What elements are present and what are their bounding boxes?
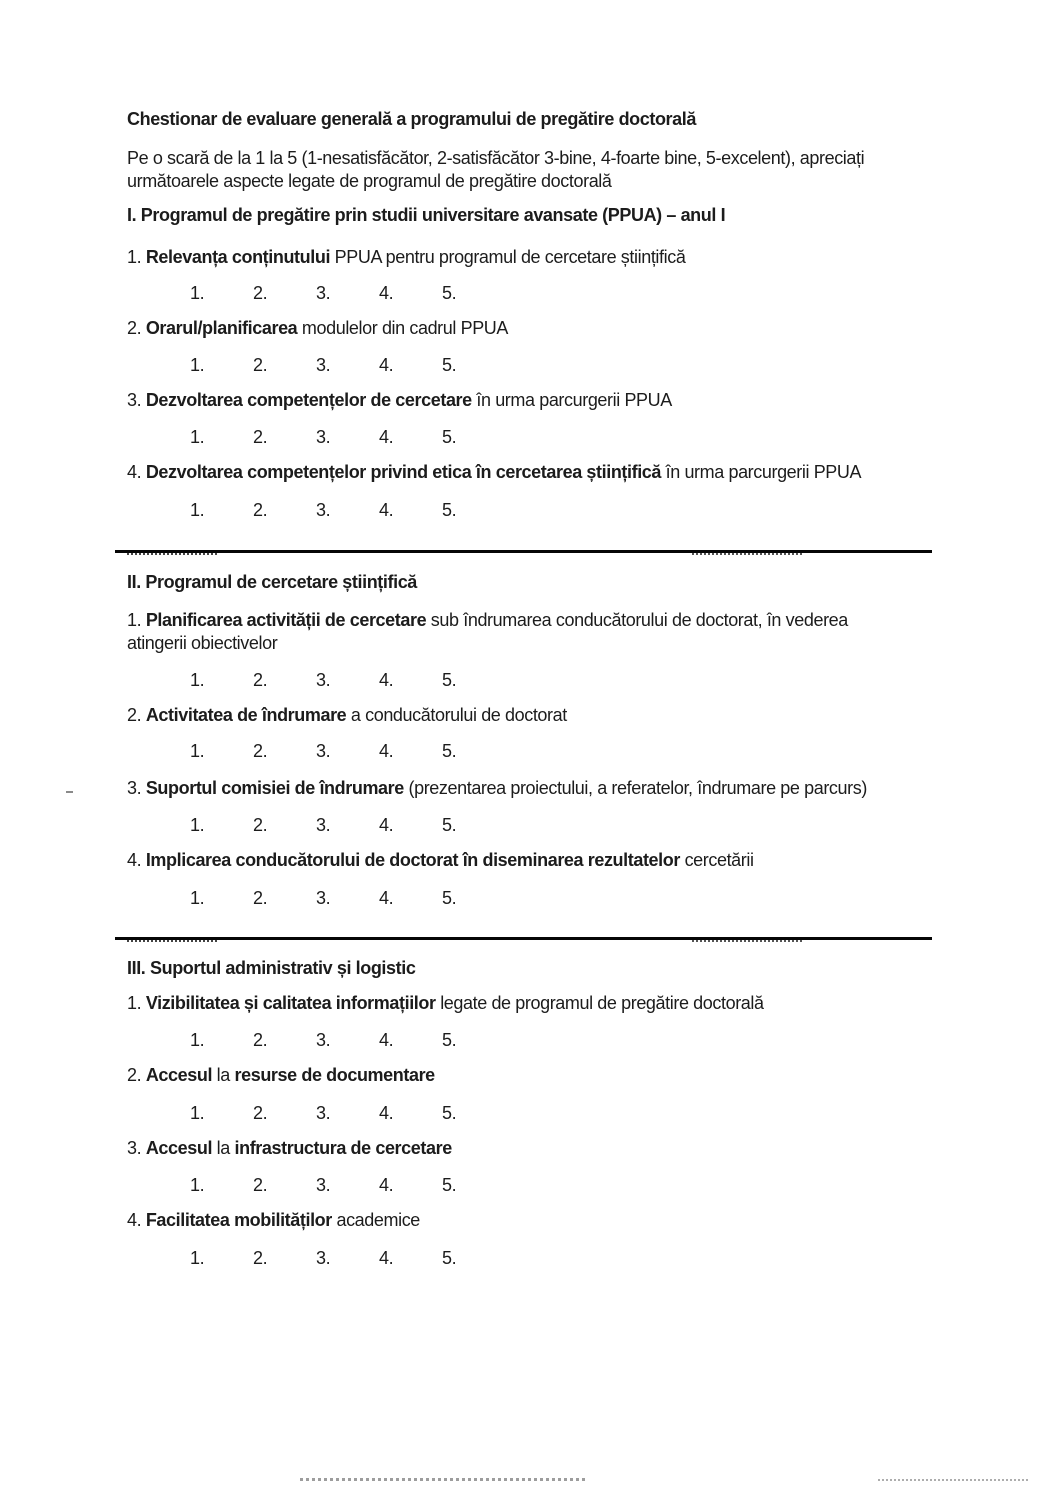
question-i2 (127, 317, 957, 340)
rating-option-2: 2. (253, 670, 268, 690)
rating-option-3: 3. (316, 1175, 331, 1195)
rating-option-2: 2. (253, 1248, 268, 1268)
rating-option-4: 4. (379, 283, 394, 303)
rating-scale-iii4 (127, 1247, 505, 1270)
question-rest-text: la (212, 1065, 235, 1085)
question-number: 2. (127, 705, 146, 725)
rating-option-1: 1. (190, 888, 205, 908)
rating-scale-ii3 (127, 814, 505, 837)
rating-option-4: 4. (379, 1103, 394, 1123)
rating-scale-ii1 (127, 669, 505, 692)
rating-option-4: 4. (379, 500, 394, 520)
section-divider (115, 937, 932, 940)
rating-option-4: 4. (379, 427, 394, 447)
question-rest-text: modulelor din cadrul PPUA (297, 318, 509, 338)
rating-option-2: 2. (253, 741, 268, 761)
rating-option-5: 5. (442, 1103, 457, 1123)
question-bold-text: Facilitatea mobilităților (145, 1210, 332, 1230)
rating-option-2: 2. (253, 888, 268, 908)
rating-option-2: 2. (253, 355, 268, 375)
rating-option-1: 1. (190, 283, 205, 303)
intro-paragraph (127, 147, 1027, 193)
question-number: 1. (127, 993, 146, 1013)
question-rest-text: a conducătorului de doctorat (346, 705, 567, 725)
rating-scale-i1 (127, 282, 505, 305)
section-heading-ppua: I. Programul de pregătire prin studii universitare avansate (PPUA) – anul I (127, 205, 726, 225)
rating-scale-iii2 (127, 1102, 505, 1125)
rating-option-1: 1. (190, 815, 205, 835)
question-rest-text: în urma parcurgerii PPUA (471, 390, 672, 410)
question-number: 1. (127, 610, 146, 630)
question-i3 (127, 389, 957, 412)
question-bold-text: Relevanța conținutului (145, 247, 331, 267)
question-bold-text: Dezvoltarea competențelor de cercetare (145, 390, 472, 410)
rating-option-2: 2. (253, 500, 268, 520)
rating-option-3: 3. (316, 1248, 331, 1268)
rating-option-5: 5. (442, 1175, 457, 1195)
question-ii1 (127, 609, 957, 655)
question-number: 2. (127, 318, 146, 338)
question-rest-text: academice (331, 1210, 420, 1230)
rating-option-3: 3. (316, 427, 331, 447)
question-bold-text-2: resurse de documentare (234, 1065, 435, 1085)
rating-option-5: 5. (442, 427, 457, 447)
intro-line: Pe o scară de la 1 la 5 (1-nesatisfăcător, 2-satisfăcător 3-bine, 4-foarte bine, 5-excelent), apreciați (127, 148, 865, 168)
question-rest-text: PPUA pentru programul de cercetare științifică (330, 247, 686, 267)
rating-scale-i2 (127, 354, 505, 377)
section-heading-suport: III. Suportul administrativ și logistic (127, 958, 416, 978)
question-second-line: atingerii obiectivelor (127, 633, 278, 653)
rating-option-5: 5. (442, 283, 457, 303)
question-bold-text: Suportul comisiei de îndrumare (145, 778, 404, 798)
question-bold-text: Dezvoltarea competențelor privind etica în cercetarea științifică (145, 462, 662, 482)
question-number: 4. (127, 850, 146, 870)
rating-option-5: 5. (442, 741, 457, 761)
rating-option-5: 5. (442, 888, 457, 908)
question-bold-text-2: infrastructura de cercetare (234, 1138, 452, 1158)
rating-option-5: 5. (442, 815, 457, 835)
rating-scale-i4 (127, 499, 505, 522)
question-number: 3. (127, 778, 146, 798)
rating-option-4: 4. (379, 1175, 394, 1195)
intro-line: următoarele aspecte legate de programul de pregătire doctorală (127, 171, 612, 191)
rating-option-3: 3. (316, 500, 331, 520)
question-bold-text: Vizibilitatea și calitatea informațiilor (145, 993, 436, 1013)
rating-option-1: 1. (190, 670, 205, 690)
rating-option-5: 5. (442, 1248, 457, 1268)
question-bold-text: Activitatea de îndrumare (145, 705, 347, 725)
rating-option-1: 1. (190, 1103, 205, 1123)
rating-option-3: 3. (316, 888, 331, 908)
rating-option-5: 5. (442, 1030, 457, 1050)
rating-option-2: 2. (253, 1175, 268, 1195)
rating-option-3: 3. (316, 815, 331, 835)
question-ii4 (127, 849, 957, 872)
question-i4 (127, 461, 957, 484)
rating-option-2: 2. (253, 283, 268, 303)
rating-option-2: 2. (253, 1103, 268, 1123)
rating-option-3: 3. (316, 1030, 331, 1050)
rating-option-2: 2. (253, 1030, 268, 1050)
rating-scale-iii3 (127, 1174, 505, 1197)
rating-option-1: 1. (190, 427, 205, 447)
section-heading-cercetare: II. Programul de cercetare științifică (127, 572, 417, 592)
rating-option-3: 3. (316, 283, 331, 303)
rating-option-3: 3. (316, 741, 331, 761)
rating-option-1: 1. (190, 1030, 205, 1050)
question-rest-text: la (212, 1138, 235, 1158)
section-divider (115, 550, 932, 553)
rating-option-4: 4. (379, 355, 394, 375)
rating-option-4: 4. (379, 670, 394, 690)
question-number: 3. (127, 390, 146, 410)
question-iii3 (127, 1137, 957, 1160)
rating-option-1: 1. (190, 355, 205, 375)
rating-option-4: 4. (379, 1248, 394, 1268)
rating-option-1: 1. (190, 741, 205, 761)
rating-scale-ii4 (127, 887, 505, 910)
rating-option-4: 4. (379, 741, 394, 761)
question-rest-text: cercetării (679, 850, 754, 870)
rating-option-3: 3. (316, 670, 331, 690)
rating-option-4: 4. (379, 815, 394, 835)
question-number: 1. (127, 247, 146, 267)
rating-option-2: 2. (253, 815, 268, 835)
rating-option-1: 1. (190, 1248, 205, 1268)
rating-option-5: 5. (442, 670, 457, 690)
question-rest-text: (prezentarea proiectului, a referatelor, îndrumare pe parcurs) (403, 778, 867, 798)
rating-option-4: 4. (379, 888, 394, 908)
rating-option-5: 5. (442, 355, 457, 375)
rating-option-1: 1. (190, 500, 205, 520)
question-rest-text: legate de programul de pregătire doctorală (435, 993, 764, 1013)
question-iii2 (127, 1064, 957, 1087)
question-rest-text: sub îndrumarea conducătorului de doctorat, în vederea (426, 610, 848, 630)
rating-scale-i3 (127, 426, 505, 449)
question-number: 2. (127, 1065, 146, 1085)
page-title: Chestionar de evaluare generală a programului de pregătire doctorală (127, 109, 696, 129)
question-iii1 (127, 992, 957, 1015)
question-ii3 (127, 777, 957, 800)
rating-scale-ii2 (127, 740, 505, 763)
question-bold-text: Planificarea activității de cercetare (145, 610, 427, 630)
rating-option-3: 3. (316, 1103, 331, 1123)
question-number: 3. (127, 1138, 146, 1158)
question-iii4 (127, 1209, 957, 1232)
rating-option-1: 1. (190, 1175, 205, 1195)
rating-option-2: 2. (253, 427, 268, 447)
scan-artifact-speckles (878, 1479, 1028, 1481)
question-bold-text: Implicarea conducătorului de doctorat în diseminarea rezultatelor (145, 850, 680, 870)
rating-option-4: 4. (379, 1030, 394, 1050)
question-bold-text: Orarul/planificarea (145, 318, 298, 338)
scan-artifact-speckles (300, 1478, 585, 1481)
question-number: 4. (127, 1210, 146, 1230)
question-rest-text: în urma parcurgerii PPUA (661, 462, 862, 482)
scan-artifact-dash (66, 791, 73, 793)
rating-option-5: 5. (442, 500, 457, 520)
question-bold-text: Accesul (145, 1065, 213, 1085)
rating-scale-iii1 (127, 1029, 505, 1052)
question-ii2 (127, 704, 957, 727)
question-bold-text: Accesul (145, 1138, 213, 1158)
question-i1 (127, 246, 957, 269)
rating-option-3: 3. (316, 355, 331, 375)
question-number: 4. (127, 462, 146, 482)
